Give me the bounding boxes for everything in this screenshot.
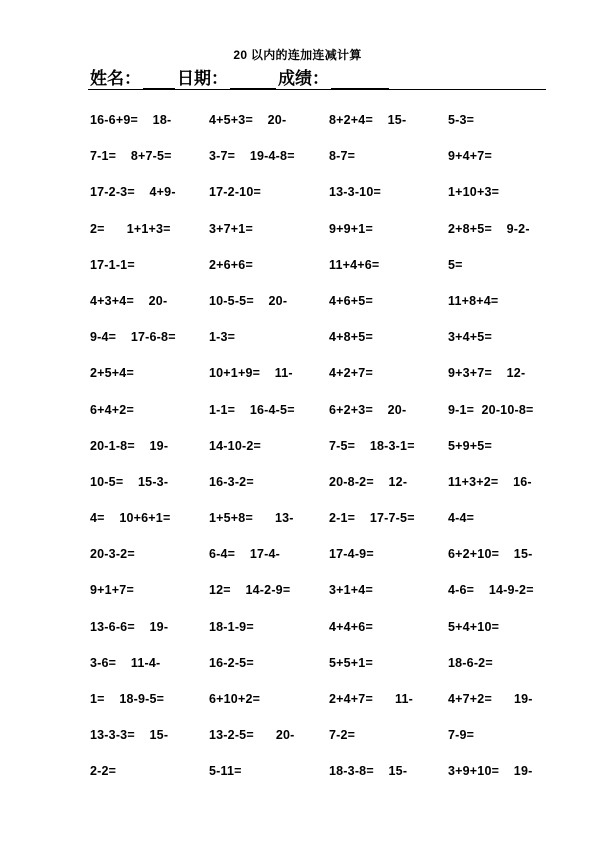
problem-cell: 11+4+6= — [329, 257, 380, 272]
problem-cell: 16-2-5= — [209, 655, 254, 670]
problem-cell: 17-1-1= — [90, 257, 135, 272]
problem-cell: 10+1+9= 11- — [209, 366, 293, 381]
problem-cell: 13-6-6= 19- — [90, 619, 169, 634]
date-label: 日期： — [177, 69, 228, 88]
problem-cell: 2+4+7= 11- — [329, 692, 413, 706]
problem-cell: 12= 14-2-9= — [209, 583, 291, 598]
problem-cell: 5= — [448, 257, 463, 272]
problem-cell: 1-1= 16-4-5= — [209, 402, 295, 417]
problem-cell: 9+1+7= — [90, 583, 134, 598]
problem-cell: 5-3= — [448, 113, 475, 127]
problem-cell: 9-1= 20-10-8= — [448, 402, 534, 417]
problem-cell: 13-3-10= — [329, 185, 381, 200]
problem-cell: 9+9+1= — [329, 221, 373, 236]
problem-cell: 14-10-2= — [209, 438, 261, 453]
problem-cell: 5+5+1= — [329, 655, 373, 670]
problem-cell: 11+8+4= — [448, 293, 499, 308]
problem-cell: 3-6= 11-4- — [90, 655, 161, 670]
problem-cell: 13-2-5= 20- — [209, 728, 295, 743]
problem-cell: 1= 18-9-5= — [90, 692, 165, 706]
problem-cell: 18-3-8= 15- — [329, 764, 408, 779]
problem-cell: 3+7+1= — [209, 221, 253, 236]
problem-cell: 5-11= — [209, 764, 242, 779]
problem-cell: 18-1-9= — [209, 619, 254, 634]
problem-cell: 8-7= — [329, 149, 356, 164]
page-title: 20 以内的连加连减计算 — [233, 48, 362, 62]
problem-cell: 4+5+3= 20- — [209, 113, 287, 127]
problem-cell: 20-1-8= 19- — [90, 438, 169, 453]
problem-cell: 10-5-5= 20- — [209, 293, 288, 308]
header-divider — [88, 89, 546, 90]
problem-cell: 4-6= 14-9-2= — [448, 583, 534, 598]
problem-cell: 6-4= 17-4- — [209, 547, 281, 562]
problem-cell: 6+2+3= 20- — [329, 402, 407, 417]
problem-cell: 17-2-3= 4+9- — [90, 185, 176, 200]
problem-cell: 3-7= 19-4-8= — [209, 149, 295, 164]
problem-cell: 4= 10+6+1= — [90, 511, 171, 526]
problem-cell: 4+8+5= — [329, 330, 373, 345]
name-label: 姓名： — [90, 69, 141, 88]
problem-cell: 1+5+8= 13- — [209, 511, 294, 526]
problem-cell: 4+7+2= 19- — [448, 692, 533, 706]
problem-cell: 4-4= — [448, 511, 475, 526]
problem-cell: 2-1= 17-7-5= — [329, 511, 415, 526]
problem-cell: 6+10+2= — [209, 692, 261, 706]
student-info-header — [90, 64, 391, 90]
problem-cell: 7-1= 8+7-5= — [90, 149, 172, 164]
problem-cell: 4+2+7= — [329, 366, 373, 381]
problem-cell: 17-2-10= — [209, 185, 261, 200]
problem-cell: 1-3= — [209, 330, 236, 345]
problem-cell: 4+4+6= — [329, 619, 373, 634]
problem-cell: 7-2= — [329, 728, 356, 743]
problem-cell: 20-8-2= 12- — [329, 474, 408, 489]
problem-cell: 13-3-3= 15- — [90, 728, 169, 743]
problem-cell: 9+3+7= 12- — [448, 366, 526, 381]
score-label: 成绩： — [278, 69, 329, 88]
problem-cell: 2+6+6= — [209, 257, 253, 272]
problem-cell: 4+3+4= 20- — [90, 293, 168, 308]
problem-cell: 2+5+4= — [90, 366, 134, 381]
problem-cell: 3+1+4= — [329, 583, 373, 598]
problem-cell: 5+9+5= — [448, 438, 492, 453]
name-blank[interactable] — [143, 70, 175, 89]
problem-cell: 18-6-2= — [448, 655, 493, 670]
problem-cell: 6+4+2= — [90, 402, 134, 417]
problem-cell: 4+6+5= — [329, 293, 373, 308]
problem-cell: 3+4+5= — [448, 330, 492, 345]
problem-cell: 3+9+10= 19- — [448, 764, 533, 779]
problem-cell: 17-4-9= — [329, 547, 374, 562]
problem-cell: 10-5= 15-3- — [90, 474, 169, 489]
problem-cell: 2+8+5= 9-2- — [448, 221, 530, 236]
problem-cell: 16-3-2= — [209, 474, 254, 489]
problem-cell: 2= 1+1+3= — [90, 221, 171, 236]
problem-cell: 16-6+9= 18- — [90, 113, 172, 127]
problem-cell: 5+4+10= — [448, 619, 500, 634]
problem-cell: 9-4= 17-6-8= — [90, 330, 176, 345]
problem-cell: 1+10+3= — [448, 185, 500, 200]
problem-cell: 11+3+2= 16- — [448, 474, 532, 489]
score-blank[interactable] — [331, 70, 389, 89]
problem-cell: 2-2= — [90, 764, 117, 779]
problem-cell: 7-5= 18-3-1= — [329, 438, 415, 453]
problem-cell: 9+4+7= — [448, 149, 492, 164]
problem-cell: 7-9= — [448, 728, 475, 743]
problem-cell: 20-3-2= — [90, 547, 135, 562]
date-blank[interactable] — [230, 70, 276, 89]
problem-cell: 6+2+10= 15- — [448, 547, 533, 562]
problem-cell: 8+2+4= 15- — [329, 113, 407, 127]
